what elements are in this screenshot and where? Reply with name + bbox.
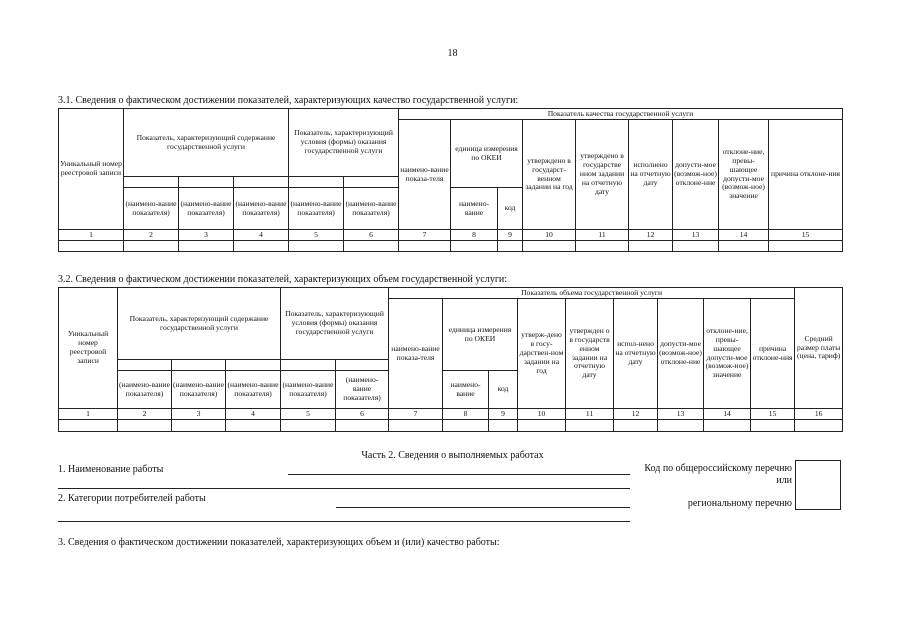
- column-numbers-row: [59, 230, 843, 241]
- sub-label: (наимено-вание показателя): [124, 188, 179, 230]
- col-unit-code: код: [489, 371, 518, 409]
- col-number: 5: [289, 230, 344, 241]
- col-number: 3: [172, 409, 226, 420]
- col-exceeding-deviation: отклоне-ние, превы-шающее допусти-мое (возмож-ное) значение: [704, 299, 751, 409]
- volume-table: [58, 287, 843, 432]
- col-exceeding-deviation: отклоне-ние, превы-шающее допусти-мое (возмож-ное) значение: [719, 120, 769, 230]
- col-unique-number: Уникальный номер реестровой записи: [59, 288, 118, 409]
- col-deviation-reason: причина отклоне-ния: [769, 120, 843, 230]
- consumers-label: 2. Категории потребителей работы: [58, 493, 206, 504]
- code-box[interactable]: [795, 460, 841, 510]
- col-approved-date: утверждено в государстве нном задании на отчетную дату: [576, 120, 629, 230]
- col-number: 9: [498, 230, 523, 241]
- col-unit-name: наимено-вание: [443, 371, 489, 409]
- col-number: 1: [59, 409, 118, 420]
- col-number: 5: [281, 409, 336, 420]
- col-number: 4: [234, 230, 289, 241]
- col-unit: единица измерения по ОКЕИ: [443, 299, 518, 371]
- col-content: Показатель, характеризующий содержание государственной услуги: [124, 109, 289, 177]
- col-quality-group: Показатель качества государственной услуги: [399, 109, 843, 120]
- col-number: 13: [673, 230, 719, 241]
- sub-label: (наимено-вание показателя): [179, 188, 234, 230]
- sub-label: (наимено-вание показателя): [234, 188, 289, 230]
- table-row: [59, 420, 843, 432]
- col-number: 6: [344, 230, 399, 241]
- work-name-line-2: [58, 488, 630, 489]
- sub-label: (наимено-вание показателя): [281, 371, 336, 409]
- col-number: 8: [443, 409, 489, 420]
- col-number: 15: [751, 409, 795, 420]
- col-number: 6: [336, 409, 389, 420]
- col-conditions: Показатель, характеризующий условия (формы) оказания государственной услуги: [281, 288, 389, 360]
- col-actual: испол-нено на отчетную дату: [614, 299, 658, 409]
- col-number: 7: [399, 230, 451, 241]
- col-conditions: Показатель, характеризующий условия (формы) оказания государственной услуги: [289, 109, 399, 177]
- col-deviation-reason: причина отклоне-ния: [751, 299, 795, 409]
- consumers-line: [336, 507, 630, 508]
- col-number: 7: [389, 409, 443, 420]
- code-label-2: региональному перечню: [687, 498, 792, 509]
- col-average-price: Средний размер платы (цена, тариф): [795, 288, 843, 409]
- col-indicator-name: наимено-вание показа-теля: [399, 120, 451, 230]
- work-name-line: [288, 474, 630, 475]
- col-number: 3: [179, 230, 234, 241]
- col-number: 14: [704, 409, 751, 420]
- col-allowed-deviation: допусти-мое (возмож-ное) отклоне-ние: [673, 120, 719, 230]
- section-3-work-label: 3. Сведения о фактическом достижении показателей, характеризующих объем и (или) качество работы:: [58, 537, 500, 548]
- sub-label: (наимено-вание показателя): [118, 371, 172, 409]
- col-indicator-name: наимено-вание показа-теля: [389, 299, 443, 409]
- page-number: 18: [447, 48, 458, 59]
- col-number: 9: [489, 409, 518, 420]
- section-3-1-title: 3.1. Сведения о фактическом достижении показателей, характеризующих качество государственной услуги:: [58, 95, 519, 106]
- col-number: 12: [629, 230, 673, 241]
- col-approved-date: утвержден о в государств енном задании на отчетную дату: [566, 299, 614, 409]
- col-number: 10: [523, 230, 576, 241]
- sub-label: (наимено-вание показателя): [344, 188, 399, 230]
- col-number: 16: [795, 409, 843, 420]
- col-number: 4: [226, 409, 281, 420]
- table-row: [59, 241, 843, 252]
- col-number: 11: [576, 230, 629, 241]
- col-volume-group: Показатель объема государственной услуги: [389, 288, 795, 299]
- col-unit: единица измерения по ОКЕИ: [451, 120, 523, 188]
- sub-label: (наимено-вание показателя): [226, 371, 281, 409]
- col-number: 8: [451, 230, 498, 241]
- sub-label: (наимено-вание показателя): [336, 371, 389, 409]
- col-number: 10: [518, 409, 566, 420]
- col-actual: исполнено на отчетную дату: [629, 120, 673, 230]
- col-unit-name: наимено-вание: [451, 188, 498, 230]
- col-number: 1: [59, 230, 124, 241]
- quality-table: [58, 108, 843, 252]
- col-number: 11: [566, 409, 614, 420]
- col-content: Показатель, характеризующий содержание государственной услуги: [118, 288, 281, 360]
- column-numbers-row: [59, 409, 843, 420]
- sub-label: (наимено-вание показателя): [172, 371, 226, 409]
- col-number: 12: [614, 409, 658, 420]
- col-approved-year: утверж-дено в госу-дарствен-ном задании на год: [518, 299, 566, 409]
- col-number: 15: [769, 230, 843, 241]
- work-name-label: 1. Наименование работы: [58, 464, 164, 475]
- col-number: 14: [719, 230, 769, 241]
- col-unique-number: Уникальный номер реестровой записи: [59, 109, 124, 230]
- consumers-line-2: [58, 521, 630, 522]
- sub-label: (наимено-вание показателя): [289, 188, 344, 230]
- col-number: 2: [124, 230, 179, 241]
- code-label-1: Код по общероссийскому перечню или: [644, 463, 792, 486]
- col-allowed-deviation: допусти-мое (возмож-ное) отклоне-ние: [658, 299, 704, 409]
- section-3-2-title: 3.2. Сведения о фактическом достижении показателей, характеризующих объем государственной услуги:: [58, 274, 508, 285]
- col-number: 13: [658, 409, 704, 420]
- col-number: 2: [118, 409, 172, 420]
- col-unit-code: код: [498, 188, 523, 230]
- col-approved-year: утверждено в государст-венном задании на год: [523, 120, 576, 230]
- part-2-title: Часть 2. Сведения о выполняемых работах: [361, 450, 544, 461]
